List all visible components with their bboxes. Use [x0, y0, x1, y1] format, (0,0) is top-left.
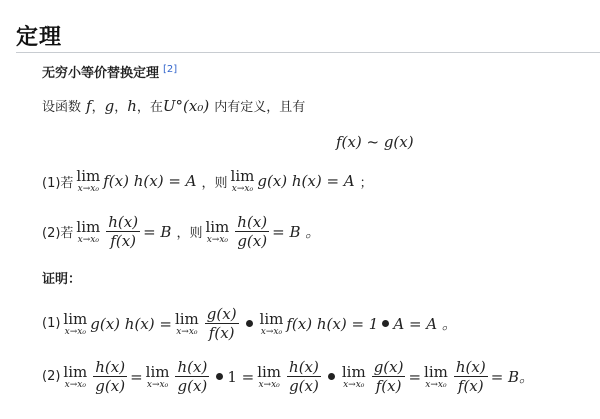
limit-operator: lim x→x₀: [76, 217, 101, 245]
equivalence-line: [336, 133, 414, 151]
equals: =: [408, 367, 422, 386]
func-h: h: [127, 96, 137, 115]
fraction: $\frac{h(x)}{g(x)}$: [95, 358, 126, 395]
case-2-end: = B 。: [272, 223, 321, 241]
theorem-title: [42, 62, 177, 81]
case-1-expr: f(x) h(x) = A: [103, 172, 197, 190]
equals: =: [130, 367, 143, 386]
one-equals: 1 =: [227, 367, 255, 386]
case-1-end: ；: [359, 175, 373, 191]
limit-operator: lim x→x₀: [424, 362, 448, 390]
limit-operator: lim x→x₀: [257, 362, 282, 390]
case-2-label: (2)若: [42, 226, 74, 241]
limit-operator: lim x→x₀: [174, 309, 199, 337]
fraction: $\frac{h(x)}{g(x)}$: [289, 358, 319, 395]
section-heading: 定理: [16, 25, 63, 50]
bullet-dot: [328, 373, 335, 380]
case-2-eq: = B: [143, 222, 172, 241]
heading-divider: [16, 52, 600, 53]
fraction: $\frac{h(x)}{f(x)}$: [455, 358, 486, 395]
case-2-then: ，则: [176, 226, 203, 241]
fraction: $\frac{g(x)}{f(x)}$: [206, 305, 237, 342]
case-1-result: g(x) h(x) = A: [257, 172, 355, 190]
intro-mid: ，在: [136, 100, 163, 115]
sep-2: ，: [114, 100, 128, 115]
neighborhood: U°(x₀): [162, 96, 210, 115]
limit-operator: lim x→x₀: [145, 362, 170, 390]
bullet-dot: [246, 320, 253, 327]
fraction: $\frac{h(x)}{g(x)}$: [237, 213, 268, 250]
equivalence: f(x) ~ g(x): [336, 133, 414, 151]
limit-operator: lim x→x₀: [230, 167, 255, 194]
proof-1-c: A = A 。: [393, 315, 457, 333]
limit-operator: lim x→x₀: [259, 309, 284, 337]
limit-operator: lim x→x₀: [341, 362, 366, 390]
proof-2-label: (2): [42, 369, 61, 384]
limit-operator: lim x→x₀: [63, 362, 88, 390]
limit-operator: lim x→x₀: [76, 167, 101, 194]
limit-operator: lim x→x₀: [205, 217, 230, 245]
proof-1-a: g(x) h(x) =: [90, 314, 172, 333]
proof-2-end: = B。: [490, 368, 535, 386]
bullet-dot: [216, 373, 223, 380]
fraction: $\frac{h(x)}{g(x)}$: [177, 358, 208, 395]
func-f: f: [86, 96, 92, 115]
limit-operator: lim x→x₀: [63, 309, 88, 337]
intro-line: [42, 96, 305, 115]
proof-1-line: [42, 305, 457, 342]
proof-1-label: (1): [42, 316, 61, 331]
citation-link[interactable]: [2]: [163, 63, 178, 75]
fraction: $\frac{h(x)}{f(x)}$: [108, 213, 139, 250]
case-1-line: [42, 168, 373, 194]
intro-text: 设函数: [42, 100, 82, 115]
sep-1: ，: [91, 100, 105, 115]
case-1-then: ，则: [201, 175, 228, 191]
intro-end: 内有定义，且有: [214, 100, 306, 115]
case-2-line: [42, 213, 320, 250]
func-g: g: [104, 96, 115, 115]
theorem-title-text: 无穷小等价替换定理: [42, 66, 160, 81]
fraction: $\frac{g(x)}{f(x)}$: [373, 358, 404, 395]
case-1-label: (1)若: [42, 175, 74, 191]
proof-label: 证明：: [42, 272, 82, 287]
proof-2-line: [42, 358, 534, 395]
bullet-dot: [382, 320, 389, 327]
proof-1-b: f(x) h(x) = 1: [286, 314, 379, 333]
